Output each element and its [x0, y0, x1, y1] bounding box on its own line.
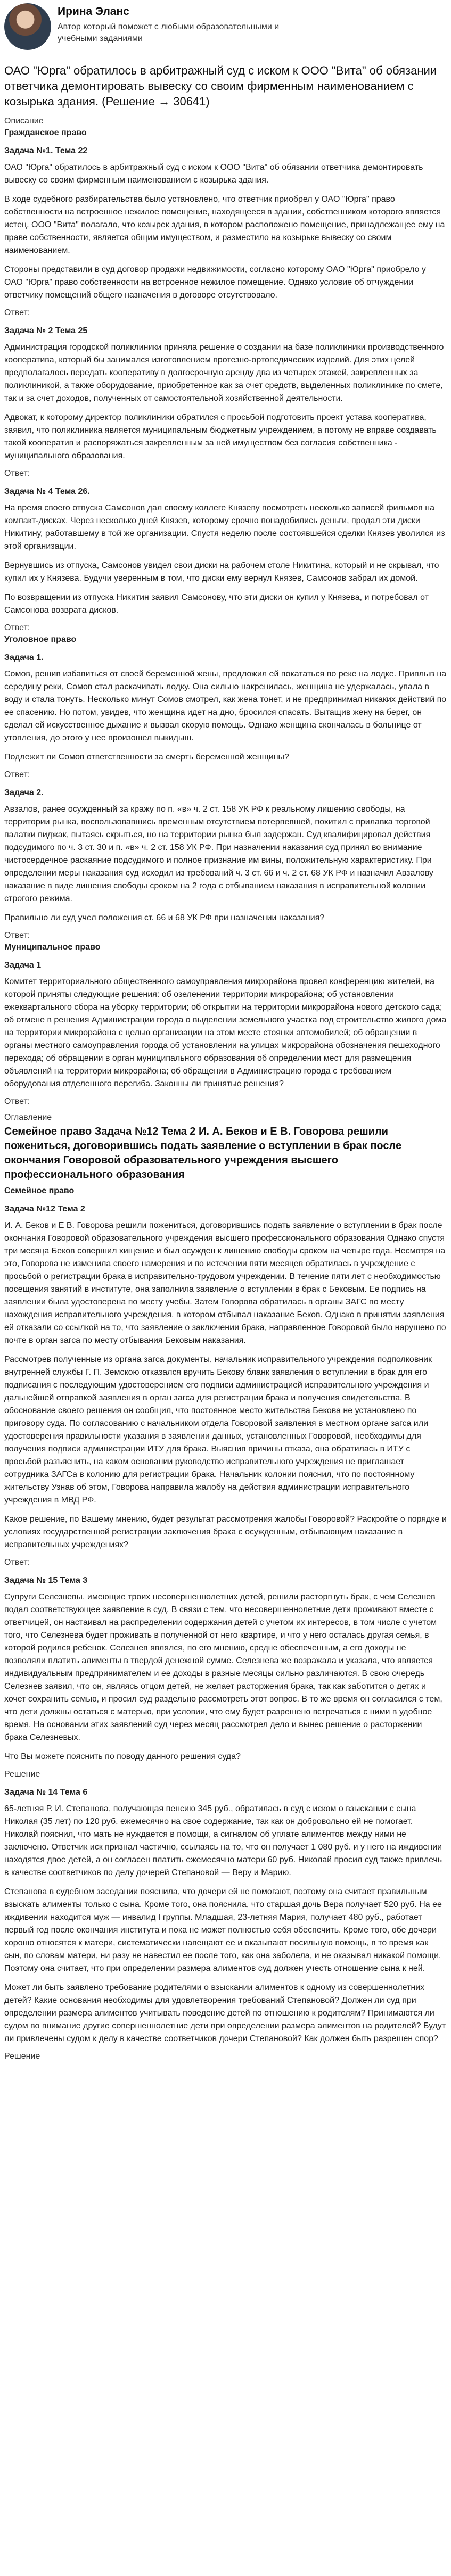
paragraph: И. А. Беков и Е В. Говорова решили пожениться, договорившись подать заявление о вступлении в брак после окончания Говоровой образовательного учреждения высшего профессионального образования Однако спустя три месяца Беков совершил хищение и был осужден к лишению свободы сроком на четыре года. Несмотря на это, Говорова не изменила своего намерения и по истечении пяти месяцев обратилась в учреждение с просьбой о регистрации брака в исправительно-трудовом учреждении. В течение пяти лет с необходимостью посещения занятий в институте, она заполнила заявление о вступлении в брак с Бековым. Ее подпись на заявлении была удостоверена по месту учебы. Затем Говорова обратилась в органы ЗАГС по месту нахождения исправительного учреждения, в котором отбывал наказание Беков. Однако в принятии заявления ей отказали со ссылкой на то, что заявление о заключении брака, направленное Говоровой было нарушено по почте в орган загса по месту отбывания Бековым наказания. [4, 1221, 446, 1345]
contents-heading: Семейное право Задача №12 Тема 2 И. А. Беков и Е В. Говорова решили пожениться, договорившись подать заявление о вступлении в брак после окончания Говоровой образовательного учреждения высшего профессионального образования [4, 1126, 402, 1181]
task-heading: Задача 2. [4, 788, 44, 798]
task-heading: Задача № 14 Тема 6 [4, 1788, 88, 1797]
author-avatar[interactable] [4, 3, 51, 50]
paragraph: Сомов, решив избавиться от своей беременной жены, предложил ей покататься по реке на лодке. Приплыв на середину реки, Сомов стал раскачивать лодку. Она сильно накренилась, женщина не удержалась, упала в воду и стала тонуть. Несколько минут Сомов смотрел, как жена тонет, и не предпринимал никаких действий по ее спасению. Но потом, увидев, что женщина идет на дно, бросился спасать. Вытащив жену на берег, он сделал ей искусственное дыхание и вызвал скорую помощь. Однако женщина скончалась в больнице от утопления, до этого у нее произошел выкидыш. [4, 670, 447, 743]
paragraph: 65-летняя Р. И. Степанова, получающая пенсию 345 руб., обратилась в суд с иском о взыскании с сына Николая (35 лет) по 120 руб. ежемесячно на свое содержание, так как он добровольно ей не помогает. Николай пояснил, что мать не нуждается в помощи, а сигналом об уплате алиментов между ними не заключено. Ответчик иск признал частично, ссылаясь на то, что он получает 1 080 руб. и у него на иждивении находятся двое детей, а он согласен платить ежемесячно матери 60 руб. Николай просил суд также привлечь в качестве соответчиков по делу дочерей Степановой — Веру и Марию. [4, 1804, 442, 1878]
section-label: Ответ: [4, 1097, 30, 1107]
paragraph: Стороны представили в суд договор продажи недвижимости, согласно которому ОАО "Юрга" приобрело у ОАО "Юрга" право собственности на встроенное нежилое помещение. Однако условие об отчуждении ответчику помещений общего назначения в договоре отсутствовало. [4, 265, 426, 300]
task-heading: Задача № 2 Тема 25 [4, 326, 88, 336]
paragraph: Адвокат, к которому директор поликлиники обратился с просьбой подготовить проект устава кооператива, заявил, что поликлиника является муниципальным бюджетным учреждением, а потому не вправе создавать такой кооператив и распоряжаться закрепленным за ней имуществом без согласия собственника - муниципального образования. [4, 413, 437, 461]
subject-heading: Семейное право [4, 1186, 75, 1196]
section-label: Ответ: [4, 308, 30, 318]
task-heading: Задача № 4 Тема 26. [4, 487, 90, 497]
section-label: Ответ: [4, 623, 30, 633]
paragraph: На время своего отпуска Самсонов дал своему коллеге Князеву посмотреть несколько записей фильмов на компакт-дисках. Через несколько дней Князев, которому срочно понадобились деньги, продал эти диски Никитину, работавшему в той же организации. Спустя неделю после состоявшейся сделки Князев уволился из этой организации. [4, 503, 445, 551]
table-of-contents-label: Оглавление [4, 1113, 52, 1122]
task-heading: Задача 1 [4, 961, 42, 970]
section-label: Ответ: [4, 931, 30, 940]
paragraph: Может ли быть заявлено требование родителями о взыскании алиментов к одному из совершеннолетних детей? Какие основания необходимы для удовлетворения требований Степановой? Должен ли суд при определении размера алиментов учитывать поведение детей по отношению к родителям? Принимаются ли судом во внимание другие совершеннолетние дети при определении размера алиментов на родителей? Будут ли привлечены судом к делу в качестве соответчиков дочери Степановой? Как должен быть разрешен спор? [4, 1983, 446, 2044]
paragraph: Какое решение, по Вашему мнению, будет результат рассмотрения жалобы Говоровой? Раскройте о порядке и условиях государственной регистрации заключения брака с осужденным, отбывающим наказание в исправительных учреждениях? [4, 1515, 447, 1550]
paragraph: Рассмотрев полученные из органа загса документы, начальник исправительного учреждения подполковник внутренней службы Г. П. Земскою отказался вручить Бекову бланк заявления о вступлении в брак для его подписания с последующим удостоверением его подписи администрацией исправительного учреждения и дальнейшей отправкой заявления в орган загса для регистрации брака и получения свидетельства. В обоснование своего решения он сообщил, что постоянное место жительства Бекова не установлено по приговору суда. По согласованию с начальником отдела Говоровой заявления в местном органе загса или удостоверения правильности указания в заявлении данных, установленных Говоровой, необходимы для получения подписи администрации ИТУ для брака. Выяснив причины отказа, она обратилась в ИТУ с просьбой разъяснить, на каком основании руководство исправительного учреждения не приглашает сотрудника ЗАГСа в колонию для регистрации брака. Начальник колонии пояснил, что по постоянному жительству Узнав об этом, Говорова направила жалобу на действия администрации исправительного учреждения в МВД РФ. [4, 1355, 432, 1505]
paragraph: Правильно ли суд учел положения ст. 66 и 68 УК РФ при назначении наказания? [4, 913, 325, 923]
subject-heading: Муниципальное право [4, 943, 101, 952]
paragraph: В ходе судебного разбирательства было установлено, что ответчик приобрел у ОАО "Юрга" право собственности на встроенное нежилое помещение, находящееся в здании, собственником которого является истец. ООО "Вита" полагало, что козырек здания, в котором расположено помещение, принадлежащее ему на праве собственности, является общим имуществом, и разместило на козырьке вывеску со своим наименованием. [4, 195, 445, 255]
paragraph: Комитет территориального общественного самоуправления микрорайона провел конференцию жителей, на которой приняты следующие решения: об озеленении территории микрорайона; об установлении ежеквартального сбора на уборку территории; об открытии на территории микрорайона нового детского сада; об отмене в решения Администрации города о выделении земельного участка под строительство жилого дома на территории микрорайона с целью организации на этом месте стоянки автомобилей; об обращении в органы местного самоуправления города об установлении на улицах микрорайона обозначения пешеходного перехода; об обращении в орган муниципального образования об определении мест для размещения объявлений на территории микрорайона; об обращении в Администрацию города с требованием оборудования отделенного перегиба. Законны ли принятые решения? [4, 977, 447, 1089]
paragraph: Администрация городской поликлиники приняла решение о создании на базе поликлиники производственного кооператива, который бы занимался изготовлением протезно-ортопедических изделий. Для этих целей предполагалось передать кооперативу в долгосрочную аренду два из четырех этажей, закрепленных за поликлиникой, а также оборудование, приобретенное как за счет средств, выделенных поликлинике по смете, так и за счет доходов, полученных от самостоятельной хозяйственной деятельности. [4, 343, 444, 403]
paragraph: ОАО "Юрга" обратилось в арбитражный суд с иском к ООО "Вита" об обязании ответчика демонтировать вывеску со своим фирменным наименованием с козырька здания. [4, 163, 423, 185]
paragraph: Супруги Селезневы, имеющие троих несовершеннолетних детей, решили расторгнуть брак, с чем Селезнев подал соответствующее заявление в суд. В связи с тем, что несовершеннолетние дети проживают вместе с ответчицей, он настаивал на распределении содержания детей с учетом их интересов, в том числе с учетом того, что Селезнева будет проживать в полученной от него квартире, и что у него осталась другая семья, в которой родился ребенок. Селезнев являлся, по его мнению, средне обеспеченным, а его доходы не позволяли платить алименты в твердой денежной сумме. Селезнева же возражала и указала, что является индивидуальным предпринимателем и ее доходы в разные месяцы сильно различаются. В свою очередь Селезнев заявил, что он, являясь отцом детей, не желает расторжения брака, так как заботится о детях и хочет сохранить семью, и просил суд раздельно рассмотреть этот вопрос. В то же время он согласился с тем, что дети должны остаться с матерью, при условии, что ему будет разрешено встречаться с ними в удобное время. На основании этих заявлений суд через месяц рассмотрел дело и вынес решение о расторжении брака Селезневых. [4, 1592, 442, 1743]
subject-heading: Уголовное право [4, 635, 77, 645]
section-label: Решение [4, 2052, 40, 2061]
paragraph: Степанова в судебном заседании пояснила, что дочери ей не помогают, поэтому она считает правильным взыскать алименты только с сына. Кроме того, она пояснила, что старшая дочь Вера получает 520 руб. На ее иждивении находится муж — инвалид I группы. Младшая, 23-летняя Мария, получает 480 руб., работает первый год после окончания института и пока не может полностью себя обеспечить. Кроме того, обе дочери хорошо относятся к матери, систематически навещают ее и оказывают посильную помощь, в то время как сын, по словам матери, ни разу не навестил ее после того, как она заболела, и не оказывал никакой помощи. Поэтому она считает, что при определении размера алиментов суд должен учесть отношение сына к ней. [4, 1887, 442, 1974]
paragraph: Вернувшись из отпуска, Самсонов увидел свои диски на рабочем столе Никитина, который и не скрывал, что купил их у Князева. Будучи уверенным в том, что диски ему вернул Князев, Самсонов забрал их домой. [4, 561, 439, 583]
section-label: Ответ: [4, 770, 30, 780]
task-heading: Задача № 15 Тема 3 [4, 1576, 88, 1586]
paragraph: По возвращении из отпуска Никитин заявил Самсонову, что эти диски он купил у Князева, и потребовал от Самсонова возврата дисков. [4, 593, 429, 615]
paragraph: Авзалов, ранее осужденный за кражу по п. «в» ч. 2 ст. 158 УК РФ к реальному лишению свободы, на территории рынка, воспользовавшись временным отсутствием потерпевшей, похитил с прилавка торговой палатки пиджак, пытаясь скрыться, но на территории рынка был задержан. Суд квалифицировал действия подсудимого по ч. 3 ст. 30 и п. «в» ч. 2 ст. 158 УК РФ. При назначении наказания суд принял во внимание чистосердечное раскаяние подсудимого и полное признание им вины, положительную характеристику. При определении меры наказания суд исходил из требований ч. 3 ст. 66 и ч. 2 ст. 68 УК РФ и назначил Авзалову наказание в виде лишения свободы сроком на 2 года с отбыванием наказания в исправительной колонии строгого режима. [4, 805, 433, 904]
author-meta [58, 3, 281, 44]
author-card [4, 0, 447, 50]
page-title: ОАО "Юрга" обратилось в арбитражный суд с иском к ООО "Вита" об обязании ответчика демонтировать вывеску со своим фирменным наименованием с козырька здания. (Решение → 30641) [4, 64, 437, 109]
section-label: Ответ: [4, 469, 30, 478]
section-label: Описание [4, 117, 44, 126]
paragraph: Что Вы можете пояснить по поводу данного решения суда? [4, 1752, 241, 1762]
subject-heading: Гражданское право [4, 128, 87, 138]
paragraph: Подлежит ли Сомов ответственности за смерть беременной женщины? [4, 753, 289, 762]
document-body [4, 117, 447, 2061]
section-label: Решение [4, 1770, 40, 1779]
author-description: Автор который поможет с любыми образовательными и учебными заданиями [58, 22, 280, 43]
task-heading: Задача №1. Тема 22 [4, 146, 88, 156]
task-heading: Задача 1. [4, 653, 44, 663]
author-name[interactable]: Ирина Эланс [58, 5, 129, 18]
section-label: Ответ: [4, 1558, 30, 1567]
task-heading: Задача №12 Тема 2 [4, 1204, 85, 1214]
